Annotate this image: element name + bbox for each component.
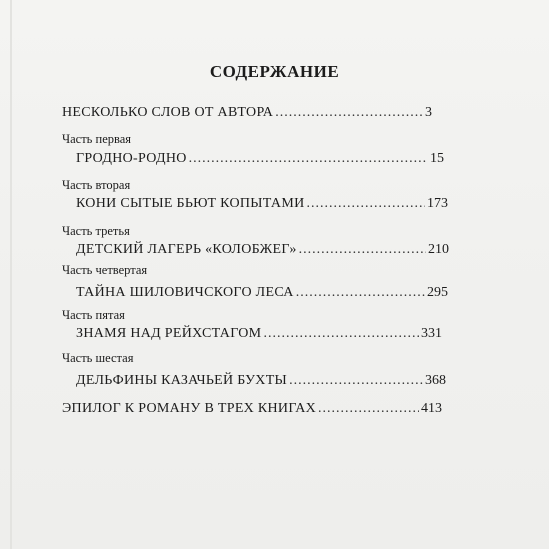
toc-entry-intro: [62, 104, 432, 121]
toc-entry-part-3: [76, 241, 449, 258]
part-label: Часть шестая: [62, 351, 134, 365]
toc-entry-part-1: [76, 150, 444, 167]
toc-entry-page: 173: [427, 196, 448, 211]
toc-entry-part-5: [76, 325, 442, 342]
toc-entry-page: 210: [428, 242, 449, 257]
toc-entry-part-4: [76, 284, 448, 301]
toc-title: СОДЕРЖАНИЕ: [209, 62, 340, 81]
toc-entry-title: ТАЙНА ШИЛОВИЧСКОГО ЛЕСА: [76, 285, 294, 300]
dot-leader: [189, 150, 428, 167]
toc-entry-epilogue: [62, 400, 442, 417]
toc-entry-page: 413: [421, 401, 442, 416]
part-label: Часть пятая: [62, 308, 125, 322]
part-label: Часть третья: [62, 224, 130, 238]
dot-leader: [307, 195, 426, 212]
toc-entry-part-2: [76, 195, 448, 212]
dot-leader: [263, 325, 419, 342]
dot-leader: [275, 104, 423, 121]
toc-entry-title: ДЕТСКИЙ ЛАГЕРЬ «КОЛОБЖЕГ»: [76, 242, 297, 257]
toc-entry-title: ДЕЛЬФИНЫ КАЗАЧЬЕЙ БУХТЫ: [76, 373, 288, 388]
part-label: Часть первая: [62, 132, 132, 146]
toc-entry-part-6: [76, 372, 446, 389]
toc-entry-title: НЕСКОЛЬКО СЛОВ ОТ АВТОРА: [62, 105, 274, 120]
part-label: Часть четвертая: [62, 263, 148, 277]
toc-entry-title: ЭПИЛОГ К РОМАНУ В ТРЕХ КНИГАХ: [62, 401, 317, 416]
dot-leader: [299, 241, 426, 258]
part-label: Часть вторая: [62, 178, 131, 192]
dot-leader: [296, 284, 425, 301]
toc-entry-page: 15: [430, 151, 444, 166]
toc-entry-page: 331: [421, 326, 442, 341]
toc-entry-title: ЗНАМЯ НАД РЕЙХСТАГОМ: [76, 326, 262, 341]
toc-entry-page: 295: [427, 285, 448, 300]
toc-entry-title: ГРОДНО-РОДНО: [76, 151, 187, 166]
dot-leader: [289, 372, 423, 389]
toc-entry-page: 368: [425, 373, 446, 388]
page-edge: [10, 0, 12, 549]
dot-leader: [318, 400, 419, 417]
toc-entry-title: КОНИ СЫТЫЕ БЬЮТ КОПЫТАМИ: [76, 196, 305, 211]
toc-entry-page: 3: [425, 105, 432, 120]
